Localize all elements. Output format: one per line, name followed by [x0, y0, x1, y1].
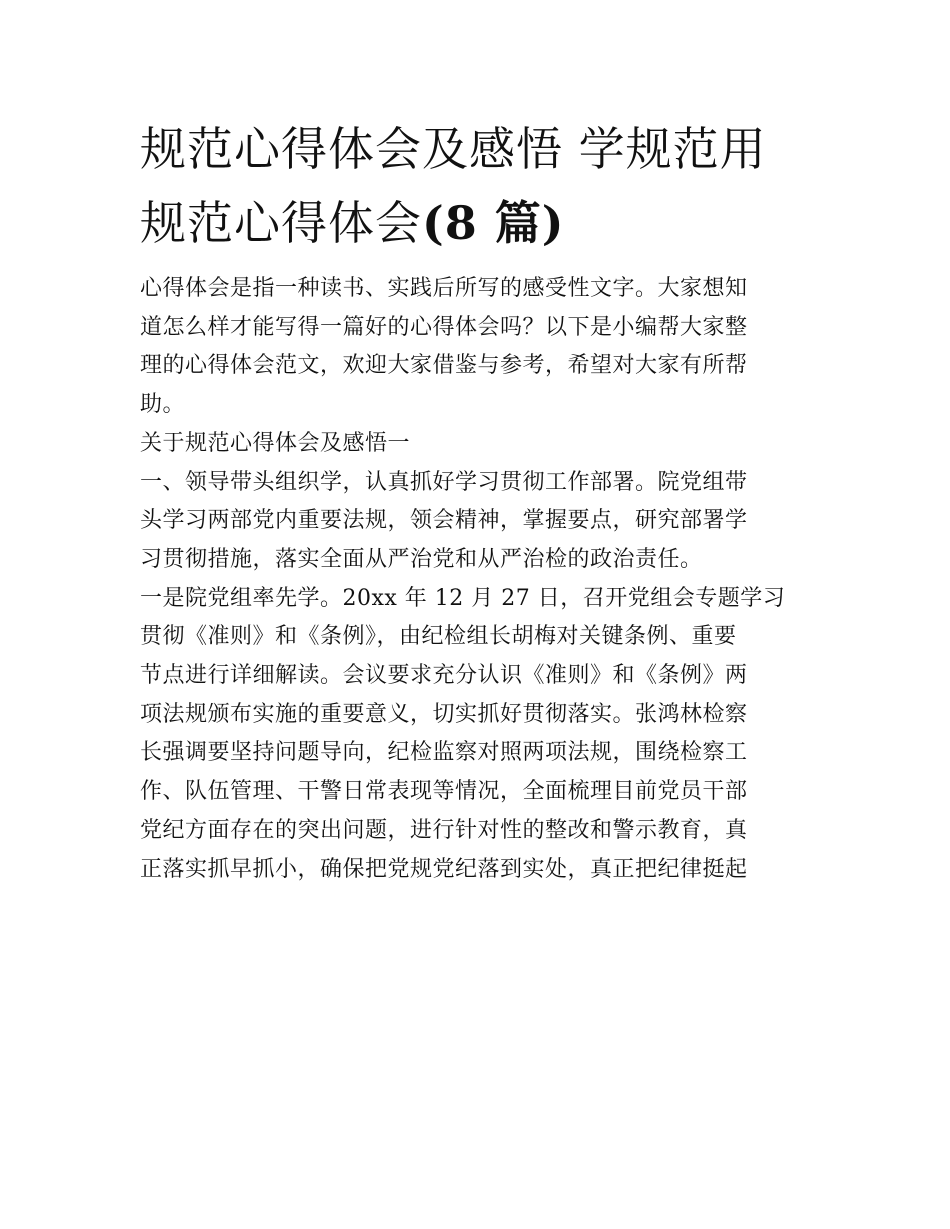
title-line-2-prefix: 规范心得体会 [140, 196, 422, 250]
document-body [140, 270, 812, 889]
body-line: 项法规颁布实施的重要意义，切实抓好贯彻落实。张鸿林检察 [140, 701, 748, 727]
body-line: 一是院党组率先学。20xx 年 12 月 27 日，召开党组会专题学习 [140, 585, 786, 611]
body-line: 作、队伍管理、干警日常表现等情况，全面梳理目前党员干部 [140, 779, 748, 805]
section-heading: 关于规范心得体会及感悟一 [140, 430, 411, 456]
body-line: 道怎么样才能写得一篇好的心得体会吗？以下是小编帮大家整 [140, 314, 748, 340]
title-line-2-suffix: (8 篇) [422, 196, 565, 250]
body-line: 节点进行详细解读。会议要求充分认识《准则》和《条例》两 [140, 663, 748, 689]
body-line: 长强调要坚持问题导向，纪检监察对照两项法规，围绕检察工 [140, 740, 748, 766]
body-line: 贯彻《准则》和《条例》，由纪检组长胡梅对关键条例、重要 [140, 624, 737, 650]
title-line-1: 规范心得体会及感悟 学规范用 [140, 122, 767, 176]
body-line: 助。 [140, 392, 186, 418]
body-line: 头学习两部党内重要法规，领会精神，掌握要点，研究部署学 [140, 508, 748, 534]
document-page [140, 112, 812, 889]
body-line: 理的心得体会范文，欢迎大家借鉴与参考，希望对大家有所帮 [140, 353, 748, 379]
title-line-2 [140, 186, 812, 260]
body-line: 正落实抓早抓小，确保把党规党纪落到实处，真正把纪律挺起 [140, 856, 748, 882]
body-line: 党纪方面存在的突出问题，进行针对性的整改和警示教育，真 [140, 817, 748, 843]
body-line: 习贯彻措施，落实全面从严治党和从严治检的政治责任。 [140, 546, 703, 572]
document-title [140, 112, 812, 260]
body-line: 心得体会是指一种读书、实践后所写的感受性文字。大家想知 [140, 276, 748, 301]
body-line: 一、领导带头组织学，认真抓好学习贯彻工作部署。院党组带 [140, 469, 748, 495]
